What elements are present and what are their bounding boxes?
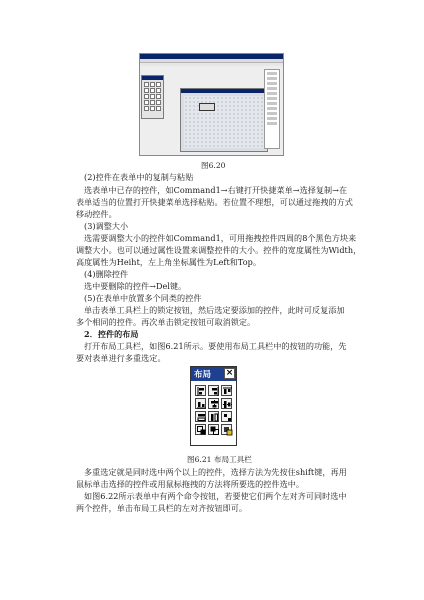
layout-toolbar [190,366,237,446]
figure-6-21-caption: 图6.21 布局工具栏 [187,455,252,464]
heading-copy-paste: (2)控件在表单中的复制与粘贴 [84,172,194,182]
form-title-bar [181,89,267,93]
copy-paste-line-1: 选表单中已存的控件，如Command1→右键打开快捷菜单→选择复制→在 [84,185,348,195]
align-line-2: 两个控件，单击布局工具栏的左对齐按钮即可。 [76,503,248,513]
bring-to-front-icon[interactable] [195,424,206,435]
delete-line-1: 选中要删除的控件→Del键。 [84,281,187,291]
layout-line-1: 打开布局工具栏，如图6.21所示。要使用布局工具栏中的按钮的功能，先 [84,341,347,351]
layout-toolbar-title: 布局 [194,370,212,380]
resize-line-2: 调整大小。也可以通过属性设置来调整控件的大小。控件的宽度属性为Width， [76,245,362,255]
heading-multi-place: (5)在表单中放置多个同类的控件 [84,293,202,303]
toolbox-window [141,75,164,119]
heading-layout: 2．控件的布局 [84,329,139,339]
align-top-icon[interactable] [221,385,232,396]
form-grid [184,96,264,148]
form-designer [180,88,268,152]
heading-resize: (3)调整大小 [84,221,129,231]
send-to-back-icon[interactable] [208,424,219,435]
resize-line-1: 选需要调整大小的控件如Command1，可用拖拽控件四周的8个黑色方块来 [84,233,357,243]
heading-delete: (4)删除控件 [84,269,129,279]
center-horizontal-icon[interactable] [221,398,232,409]
copy-paste-line-2: 表单适当的位置打开快捷菜单选择粘贴。若位置不理想，可以通过拖拽的方式 [76,197,353,207]
center-in-form-icon[interactable] [221,424,232,435]
same-width-icon[interactable] [195,411,206,422]
toolbox-grid [142,80,163,113]
multi-place-line-1: 单击表单工具栏上的锁定按钮，然后选定要添加的控件，此时可反复添加 [84,305,345,315]
same-height-icon[interactable] [208,411,219,422]
resize-line-3: 高度属性为Heiht，左上角坐标属性为Left和Top。 [76,257,262,267]
layout-line-2: 要对表单进行多重选定。 [76,353,166,363]
properties-panel [264,69,280,149]
layout-toolbar-buttons [195,385,232,435]
align-line-1: 如图6.22所示表单中有两个命令按钮，若要使它们两个左对齐可同时选中 [84,491,347,501]
copy-paste-line-3: 移动控件。 [76,209,117,219]
layout-toolbar-title-bar [191,367,236,381]
same-size-icon[interactable] [221,411,232,422]
center-vertical-icon[interactable] [208,398,219,409]
multi-place-line-2: 多个相同的控件。再次单击锁定按钮可取消锁定。 [76,317,256,327]
align-bottom-icon[interactable] [195,398,206,409]
align-left-icon[interactable] [195,385,206,396]
figure-6-20-caption: 图6.20 [201,161,226,170]
multi-select-line-2: 鼠标单击选择的控件或用鼠标拖拽的方法将所要选的控件选中。 [76,479,305,489]
align-right-icon[interactable] [208,385,219,396]
multi-select-line-1: 多重选定就是同时选中两个以上的控件，选择方法为先按住shift键，再用 [84,467,347,477]
close-icon[interactable]: × [225,368,234,378]
form-command-button [199,103,215,111]
